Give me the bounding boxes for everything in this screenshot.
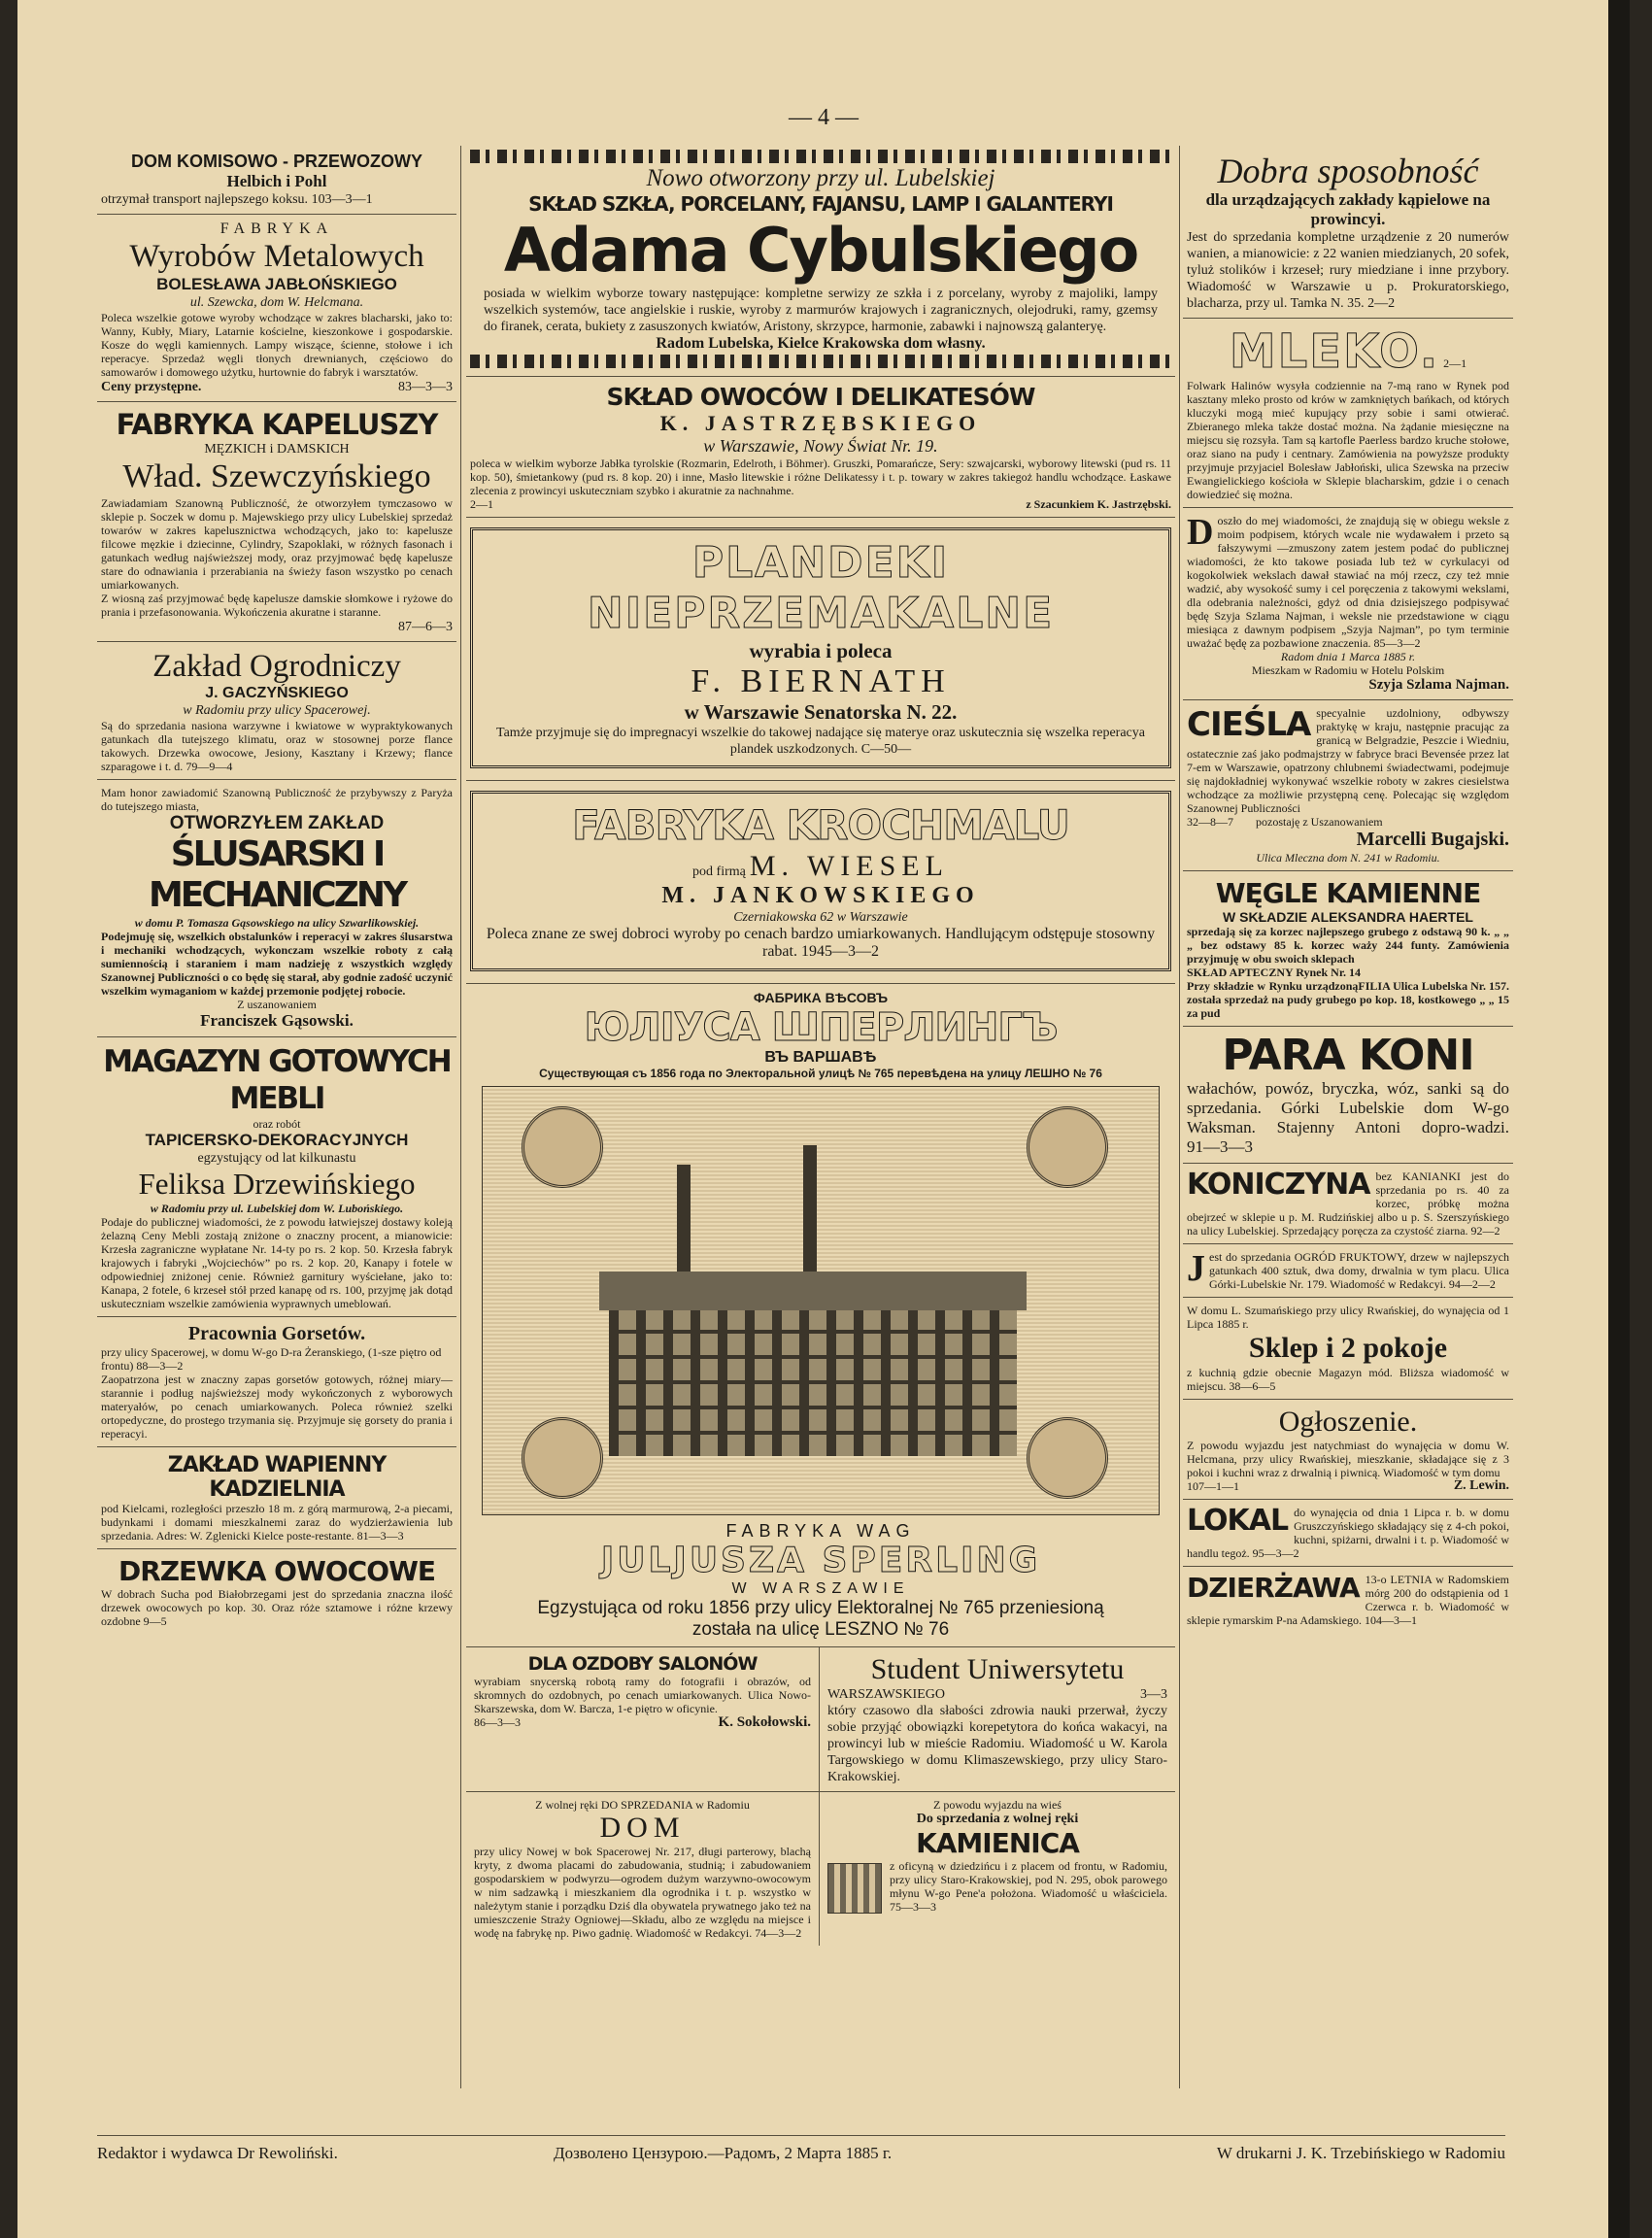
ad-owner: BOLESŁAWA JABŁOŃSKIEGO — [156, 275, 397, 293]
ad-ref: 3—3 — [1140, 1687, 1167, 1702]
ad-address: w domu P. Tomasza Gąsowskiego na ulicy Szwarlikowskiej. — [134, 916, 420, 930]
ad-title: KAMIENICA — [916, 1827, 1079, 1859]
ad-subtitle: MĘZKICH i DAMSKICH — [204, 442, 350, 457]
ad-body: z oficyną w dziedzińcu i z placem od frontu, w Radomiu, przy ulicy Staro-Krakowskiej, pod N. 295, obok parowego młynu W-go Pene'a położona. Wiadomość u właściciela. — [890, 1859, 1167, 1900]
ad-body: Z powodu wyjazdu jest natychmiast do wynajęcia w domu W. Helcmana, przy ulicy Rwańskiej, mieszkanie, składające się z 3 pokoi i kuchni wraz z drwalnią i piwnicą. Wiadomość w tym domu — [1187, 1439, 1509, 1479]
ad-body: który czasowo dla słabości zdrowia nauki przerwał, życzy sobie przyjąć obowiązki korepetytora do końca wakacyi, na prowincyi lub w mieście Radomiu. Wiadomość u W. Karola Targowskiego w domu Klimaszewskiego, przy ulicy Staro-Krakowskiej. — [827, 1704, 1167, 1784]
ad-cybulski — [466, 146, 1175, 377]
ad-title: LOKAL — [1187, 1504, 1289, 1538]
ad-title: Wyrobów Metalowych — [129, 239, 424, 274]
ad-address: w Radomiu przy ul. Lubelskiej dom W. Lubońskiego. — [150, 1202, 404, 1215]
drop-cap: J — [1187, 1248, 1205, 1289]
ad-title: KONICZYNA — [1187, 1168, 1370, 1202]
ad-title-pl: JULJUSZA SPERLING — [600, 1541, 1041, 1580]
ad-dom — [466, 1792, 820, 1946]
ad-body: est do sprzedania OGRÓD FRUKTOWY, drzew w najlepszych gatunkach 400 sztuk, dwa domy, drwalnia w tym placu. Ulica Górki-Lubelskie Nr. 179. Wiadomość w Redakcyi. — [1209, 1250, 1509, 1291]
ad-line: SKŁAD SZKŁA, PORCELANY, FAJANSU, LAMP I GALANTERYI — [528, 192, 1113, 216]
ad-owner: Feliksa Drzewińskiego — [138, 1167, 416, 1201]
ad-lokal — [1183, 1500, 1513, 1567]
ad-mleko — [1183, 319, 1513, 508]
ad-sperling — [466, 984, 1175, 1647]
ad-krochmal — [466, 781, 1175, 984]
ad-title: Sklep i 2 pokoje — [1248, 1332, 1448, 1364]
ad-address: Czerniakowska 62 w Warszawie — [733, 910, 908, 925]
ad-body: Podejmuję się, wszelkich obstalunków i reperacyi w zakres ślusarstwa i mechaniki wchodzących, wykonczam wszelkie roboty z całą sumiennością i staraniem i mam nadzieję z wszystkich względy Szanownej Publiczności o co będę się starał, aby godnie zadość uczynić wszelkim wymaganiom w każdej przemonie podjętej robocie. — [101, 930, 453, 998]
newspaper-page — [17, 0, 1630, 2238]
ad-title: WĘGLE KAMIENNE — [1215, 877, 1481, 909]
ad-address: w Radomiu przy ulicy Spacerowej. — [183, 703, 371, 718]
ad-ref: 83—3—3 — [398, 380, 453, 394]
ad-owner: M. JANKOWSKIEGO — [661, 883, 980, 908]
ad-title: Zakład Ogrodniczy — [152, 649, 401, 684]
ad-title: CIEŚLA — [1187, 705, 1311, 744]
ad-signature: Szyja Szlama Najman. — [1368, 677, 1509, 693]
ad-address: w Warszawie, Nowy Świat Nr. 19. — [703, 436, 938, 456]
footer-rule — [97, 2135, 1505, 2136]
factory-building — [609, 1310, 1017, 1456]
ad-body: specyalnie uzdolniony, odbywszy praktykę w kraju, następnie pracując za granicą w Belgradzie, Peszcie i Wiedniu, ostatecznie zaś jako podmajstrzy w fabryce braci Bevensée przez lat 7-em w Warszawie, opatrzony chlubnemi świadectwami, podejmuje się najdokładniej wykonywać wszelkie roboty w zakres ciesielstwa wchodzące za możliwie przystępną cenę. Polecając się względom Szanownej Publiczności — [1187, 706, 1509, 815]
ad-student — [820, 1647, 1175, 1791]
footer-censor: Дозволено Цензурою.—Радомъ, 2 Марта 1885 г. — [554, 2144, 893, 2162]
ad-subtitle: dla urządzających zakłady kąpielowe na prowincyi. — [1205, 190, 1491, 228]
ad-sklad: FILIA Ulica Lubelska Nr. 157. — [1358, 979, 1509, 993]
ad-subtitle: TAPICERSKO-DEKORACYJNYCH — [145, 1131, 409, 1149]
ad-body: 13-o LETNIA w Radomskiem mórg 200 do odstąpienia od 1 Czerwca r. b. Wiadomość w sklepie rymarskim P-na Adamskiego. — [1187, 1573, 1509, 1627]
ad-title: Pracownia Gorsetów. — [187, 1323, 366, 1344]
ad-ref: 79—9—4 — [185, 760, 233, 773]
ad-signature: K. Sokołowski. — [718, 1714, 811, 1730]
footer-printer: W drukarni J. K. Trzebińskiego w Radomiu — [1216, 2144, 1505, 2162]
ad-kicker: ФАБРИКА ВѢСОВЪ — [753, 990, 889, 1005]
ad-drzewka — [97, 1549, 456, 1634]
ad-pre: Do sprzedania z wolnej ręki — [916, 1812, 1079, 1826]
ad-owocowy — [1183, 1244, 1513, 1298]
ad-subtitle: WARSZAWSKIEGO — [827, 1687, 945, 1702]
ad-address: ul. Szewcka, dom W. Helcmana. — [189, 295, 364, 310]
medal-icon — [522, 1417, 603, 1499]
ad-ref: 75—3—3 — [890, 1900, 936, 1914]
factory-roof — [599, 1272, 1027, 1310]
ad-price: Ceny przystępne. — [101, 380, 202, 394]
ad-ogloszenie — [1183, 1400, 1513, 1500]
ad-since: egzystujący od lat kilkunastu — [197, 1151, 356, 1166]
medal-icon — [1027, 1106, 1108, 1188]
page-number: — 4 — — [789, 105, 859, 130]
ad-address: Radom Lubelska, Kielce Krakowska dom własny. — [656, 335, 986, 352]
ad-line-pl: została na ulicę LESZNO № 76 — [691, 1619, 950, 1640]
chimney-icon — [677, 1165, 691, 1272]
ad-title: DLA OZDOBY SALONÓW — [527, 1653, 758, 1675]
ad-title: DOM KOMISOWO - PRZEWOZOWY — [131, 152, 422, 171]
ad-title: ZAKŁAD WAPIENNY KADZIELNIA — [167, 1453, 387, 1502]
ad-body: Przy składzie w Rynku urządzoną została sprzedaż na pudy grubego po kop. 18, kostkowego „ „ 15 za pud — [1187, 979, 1509, 1020]
ad-firm-pre: pod firmą — [692, 865, 746, 879]
ad-sklep — [1183, 1298, 1513, 1400]
ad-body: W dobrach Sucha pod Białobrzegami jest do sprzedania znaczna ilość drzewek owocowych po kop. 30. Oraz róże sztamowe i różne krzewy ozdobne — [101, 1587, 453, 1628]
ad-gorset — [97, 1317, 456, 1447]
ad-wegle — [1183, 871, 1513, 1027]
column-right — [1183, 146, 1513, 1633]
ad-owner: J. GACZYŃSKIEGO — [205, 685, 349, 701]
column-rule — [460, 146, 461, 2088]
ad-ref: 103—3—1 — [311, 192, 373, 207]
ad-ogrod — [97, 642, 456, 780]
ad-pre: Z powodu wyjazdu na wieś — [933, 1798, 1062, 1812]
ad-ref: 81—3—3 — [356, 1529, 404, 1543]
drop-cap: D — [1187, 512, 1214, 553]
ad-address: w Warszawie Senatorska N. 22. — [684, 700, 958, 724]
ad-address: Mieszkam w Radomiu w Hotelu Polskim — [1251, 663, 1445, 677]
ad-ref: 86—3—3 — [474, 1715, 521, 1729]
ad-topline: Nowo otworzony przy ul. Lubelskiej — [646, 165, 995, 191]
ad-body: oszło do mej wiadomości, że znajdują się w obiegu weksle z moim podpisem, których wcale nie wydawałem i przeto są fałszywymi —zmuszony zatem jestem podać do publicznej wiadomości, że kto takowe posiada lub też w cyrkulacyi od kogokolwiek wekslach dawał stawiać na mój rzecz, czy też mnie wadzić, aby wysokość sumy i cel poręczenia z takowymi wekslami, dla odebrania należności, gdyż od dnia dzisiejszego podpisywać będę Szyja Szlama Najman, i weksle nie przedstawione w ciągu miesiąca z dawnym podpisem „Szyja Najman”, po tym terminie uważać będę za pozbawione znaczenia. — [1187, 514, 1509, 650]
ad-signature: Marcelli Bugajski. — [1356, 829, 1509, 850]
ad-body: przy ulicy Spacerowej, w domu W-go D-ra Żeranskiego, (1-sze piętro od frontu) — [101, 1345, 442, 1373]
ad-ref: 38—6—5 — [1229, 1379, 1276, 1393]
ad-ref: 74—3—2 — [755, 1926, 802, 1940]
ad-date: Radom dnia 1 Marca 1885 r. — [1280, 650, 1416, 663]
ad-ref: 2—1 — [1443, 356, 1467, 370]
ad-city: ВЪ ВАРШАВѢ — [764, 1049, 877, 1066]
ad-banner: Существующая съ 1856 года по Электоральной улицѣ № 765 перевѣдена на улицу ЛЕШНО № 76 — [539, 1067, 1102, 1080]
ad-signature: Z. Lewin. — [1453, 1478, 1509, 1493]
ad-body: poleca w wielkim wyborze Jabłka tyrolskie (Rozmarin, Edelroth, i Böhmer). Gruszki, Pomarańcze, Sery: szwajcarski, wyborowy litewski (pud rs. 11 kop. 50), śmietankowy (pud rs. 8 kop. 20) i inne, Masło litewskie i różne Delikatessy i t. p. towary w zakres takiegoż handlu wchodzące. Łaskawe zlecenia z prowincyi uskuteczniam szybko i akuratnie za nachnahme. — [470, 457, 1171, 497]
ad-title: MAGAZYN GOTOWYCH MEBLI — [103, 1044, 451, 1116]
ad-body: z kuchnią gdzie obecnie Magazyn mód. Bliższa wiadomość w miejscu. — [1187, 1366, 1509, 1393]
ad-ref: 1945—3—2 — [800, 943, 879, 960]
ad-signature: z Szacunkiem K. Jastrzębski. — [1026, 497, 1171, 511]
ad-ref: 2—2 — [1367, 296, 1396, 311]
ad-body: posiada w wielkim wyborze towary następujące: kompletne serwizy ze szkła i z porcelany, wyroby z majoliki, lampy wszelkich systemów, tace angielskie i ruskie, wyroby z marmurów krajowych i zagranicznych, olejodruki, ramy, gzemsy do firanek, cerata, bukiety z zasuszonych kwiatów, Aristony, skrzypce, harmonie, zabawki i najnowszą galanteryę. — [484, 287, 1158, 334]
ad-title: Student Uniwersytetu — [870, 1653, 1125, 1685]
column-rule — [1179, 146, 1180, 2088]
medal-icon — [522, 1106, 603, 1188]
ad-title: ŚLUSARSKI I MECHANICZNY — [148, 834, 406, 915]
ad-pre: Z wolnej ręki DO SPRZEDANIA w Radomiu — [535, 1798, 750, 1812]
ad-title: DOM — [599, 1812, 686, 1844]
ad-ref: 91—3—3 — [1187, 1137, 1253, 1156]
column-middle — [466, 146, 1175, 1946]
ad-heading: OTWORZYŁEM ZAKŁAD — [169, 813, 385, 833]
ad-title: Dobra sposobność — [1217, 152, 1479, 190]
ad-ref: 87—6—3 — [398, 620, 453, 634]
ad-line-pl: Egzystująca od roku 1856 przy ulicy Elektoralnej № 765 przeniesioną — [537, 1598, 1104, 1618]
ad-pre: W domu L. Szumańskiego przy ulicy Rwańskiej, do wynajęcia od 1 Lipca 1885 r. — [1187, 1304, 1509, 1331]
ad-city-pl: W WARSZAWIE — [731, 1580, 910, 1597]
ad-body: wyrabiam snycerską robotą ramy do fotografii i obrazów, od skromnych do ozdobnych, po cenach umiarkowanych. Ulica Nowo-Skarszewska, dom W. Barcza, 1-e piętro w oficynie. — [474, 1675, 811, 1715]
ad-firm: Helbich i Pohl — [226, 172, 327, 190]
ad-owner: K. JASTRZĘBSKIEGO — [659, 411, 982, 435]
ad-title: FABRYKA KROCHMALU — [572, 801, 1069, 849]
ad-metal — [97, 215, 456, 402]
ornament-border — [470, 355, 1171, 368]
ad-body: Folwark Halinów wysyła codziennie na 7-mą rano w Rynek pod kasztany mleko prosto od krów w zamkniętych bańkach, od których kluczyki mogą mieć kupujący przy sobie i sami otwierać. Zbieranego mleka także dostać można. Na żądanie miesięczne na miejscu się rozsyła. Tam są kartofle Paerless bardzo kruche stołowe, oraz siano na pudy i centnary. Zamówienia na powyższe produkty przyjmuje przyjaciel Bolesław Jabłoński, ulica Szewska na przeciw Ewangielickiego kościoła w Sklepie blacharskim, gdzie i o cenach dowiedzieć się można. — [1187, 379, 1509, 501]
ad-ref: 32—8—7 — [1187, 815, 1233, 829]
ad-intro: Mam honor zawiadomić Szanowną Publiczność że przybywszy z Paryża do tutejszego miasta, — [101, 786, 453, 813]
ad-body: wałachów, powóz, bryczka, wóz, sanki są do sprzedania. Górki Lubelskie dom W-go Waksman. Stajenny Antoni dopro-wadzi. — [1187, 1079, 1509, 1136]
ad-address: Ulica Mleczna dom N. 241 w Radomiu. — [1256, 851, 1440, 865]
ad-sklad: SKŁAD APTECZNY Rynek Nr. 14 — [1187, 966, 1362, 979]
ad-subtitle: W SKŁADZIE ALEKSANDRA HAERTEL — [1223, 909, 1473, 925]
column-left — [97, 146, 456, 1634]
ad-body: Jest do sprzedania kompletne urządzenie z 20 numerów wanien, a mianowicie: z 22 wanien miedzianych, 20 sofek, tyluż stolików i krzeseł; rury miedziane i inne przybory. Wiadomość w Warszawie u p. Prokuratorskiego, blacharza, przy ul. Tamka N. 35. — [1187, 230, 1509, 311]
ad-ref: 88—3—2 — [136, 1359, 184, 1373]
ad-komisowo — [97, 146, 456, 215]
ad-body: Podaje do publicznej wiadomości, że z powodu łatwiejszej dostawy koleją żelazną Ceny Mebli zostają zniżone o znaczny procent, a mianowicie: Krzesła zagraniczne wypłatane Nr. 14-ty po rs. 2 kop. 50. Krzesła fabryk krajowych i fabryki „Wojciechów” po rs. 2 kop. 20, Kanapy i fotele w odpowiedniej zniżonej cenie. Również garnitury wyściełane, jako to: Kanapa, 2 fotele, 6 krzeseł stół przed kanapę od rs. 100, przyjmę jak dotąd uskuteczniam wszelkie zamówienia wyprawnych umeblowań. — [101, 1215, 453, 1310]
ad-owner: Wład. Szewczyńskiego — [122, 458, 431, 494]
ad-body: Tamże przyjmuje się do impregnacyi wszelkie do takowej nadające się materye oraz uskutecznia się wszelka reperacya plandek uszkodzonych. — [496, 726, 1145, 757]
ad-meble — [97, 1037, 456, 1317]
ad-body: pod Kielcami, rozległości przeszło 18 m. z górą marmurową, 2-a piecami, budynkami i domami mieszkalnemi zaraz do wydzierżawienia lub sprzedania. Adres: W. Zglenicki Kielce poste-restante. — [101, 1502, 453, 1543]
ad-firm: M. WIESEL — [749, 850, 949, 882]
ad-ref: 94—2—2 — [1448, 1277, 1496, 1291]
ornament-border — [470, 150, 1171, 163]
ad-ref: 107—1—1 — [1187, 1479, 1239, 1493]
footer — [97, 2144, 1505, 2173]
ad-slusarski — [97, 780, 456, 1037]
ad-body: Poleca znane ze swej dobroci wyroby po cenach bardzo umiarkowanych. Handlującym odstępuje stosowny rabat. — [486, 926, 1156, 960]
medal-icon — [1027, 1417, 1108, 1499]
chimney-icon — [803, 1145, 817, 1272]
ad-najman — [1183, 508, 1513, 700]
factory-engraving — [482, 1086, 1160, 1515]
ad-signature: Franciszek Gąsowski. — [200, 1011, 354, 1030]
ad-body: do wynajęcia od dnia 1 Lipca r. b. w domu Gruszczyńskiego składający się z 4-ch pokoi, kuchni, spiżarni, drwalni i t. p. Wiadomość w handlu tegoż. — [1187, 1506, 1509, 1560]
ad-body: Z wiosną zaś przyjmować będę kapelusze damskie słomkowe i ryżowe do prania i przefasonowania. Wykończenia akuratne i staranne. — [101, 592, 453, 619]
ad-kicker: FABRYKA — [219, 220, 334, 237]
ad-title: SKŁAD OWOCÓW I DELIKATESÓW — [606, 383, 1035, 411]
ad-title: Ogłoszenie. — [1278, 1406, 1418, 1438]
house-icon — [827, 1863, 882, 1914]
ad-koniczyna — [1183, 1164, 1513, 1244]
ad-ref: 95—3—2 — [1252, 1546, 1299, 1560]
ad-body: sprzedają się za korzec najlepszego grubego z odstawą 90 k. „ „ „ bez odstawy 85 k. korzec waży 244 funty. Zamówienia przyjmuję w obu swoich sklepach — [1187, 925, 1509, 966]
ad-ref: C—50— — [860, 742, 912, 757]
ad-sign-pre: Z uszanowaniem — [237, 998, 317, 1011]
ad-owoce — [466, 377, 1175, 518]
ad-title: ЮЛIУСА ШПЕРЛИНГЪ — [584, 1005, 1058, 1050]
ad-dzierzawa — [1183, 1567, 1513, 1633]
ad-ref: 9—5 — [143, 1614, 167, 1628]
ad-subtitle: wyrabia i poleca — [749, 639, 893, 662]
ad-plandeki — [466, 518, 1175, 781]
ad-ciesla — [1183, 700, 1513, 871]
ad-ref: 2—1 — [470, 497, 493, 511]
ad-sposobnosc — [1183, 146, 1513, 319]
ad-body: przy ulicy Nowej w bok Spacerowej Nr. 217, długi parterowy, blachą kryty, z dwoma placami do zabudowania, studnią; i zabudowaniem gospodarskiem w podwyrzu—ogrodem dużym warzywno-owocowym w nim sadzawką i mieszkaniem dla ogrodnika i t. p. wszystko w należytym stanie i porządku Dziś dla obywatela prywatnego jako też na umieszczenie Straży Ogniowej—Składu, albo ze względu na miejsce i wodę na fabrykę np. Piwo gadnię. Wiadomość w Redakcyi. — [474, 1845, 811, 1940]
ad-title: DZIERŻAWA — [1187, 1572, 1360, 1604]
ad-title: MLEKO. — [1229, 324, 1440, 379]
ad-kicker-pl: FABRYKA WAG — [725, 1521, 916, 1541]
ad-body: Poleca wszelkie gotowe wyroby wchodzące w zakres blacharski, jako to: Wanny, Kubły, Miary, Latarnie kościelne, kieszonkowe i gospodarskie. Kosze do węgli kamiennych. Lampy wiszące, ścienne, stołowe i ich reperacye. Sprzedaż węgli tłonych drewnianych, częściowo do samowarów i domowego użytku, hurtownie do fabryk i warsztatów. — [101, 311, 453, 379]
binding-edge — [1608, 0, 1630, 2238]
ad-ref: 104—3—1 — [1364, 1613, 1417, 1627]
ad-salony — [466, 1647, 820, 1791]
ad-body: Są do sprzedania nasiona warzywne i kwiatowe w wypraktykowanych gatunkach dla tutejszego klimatu, oraz w stosownej porze flance takowych. Drzewka owocowe, Jesiony, Kasztany i Krzewy; flance szparagowe i t. d. — [101, 719, 453, 773]
ad-kapelusze — [97, 402, 456, 642]
ad-title: PLANDEKI NIEPRZEMAKALNE — [587, 538, 1055, 638]
ad-title: DRZEWKA OWOCOWE — [118, 1555, 436, 1587]
ad-row — [466, 1647, 1175, 1792]
ad-body: bez KANIANKI jest do sprzedania po rs. 40 za korzec, próbkę można obejrzeć w sklepie u p. M. Rudzińskiej albo u p. S. Szerszyńskiego na ulicy Lubelskiej. Sprzedający poręcza za czystość ziarna. — [1187, 1170, 1509, 1238]
ad-sign-pre: pozostaję z Uszanowaniem — [1256, 815, 1383, 829]
ad-row — [466, 1792, 1175, 1946]
ad-body: Zawiadamiam Szanowną Publiczność, że otworzyłem tymczasowo w sklepie p. Soczek w domu p. Majewskiego przy ulicy Lubelskiej sprzedaż towarów w zakres kapelusznictwa wchodzących, jako to: kapelusze filcowe męzkie i dziecinne, Cylindry, Szapoklaki, w różnych fasonach i gatunkach według najświeższej mody, oraz przyjmować będę kapelusze stare do odnawiania i przerabiania na świeży fason wszystko po cenach umiarkowanych. — [101, 496, 453, 592]
footer-editor: Redaktor i wydawca Dr Rewoliński. — [97, 2144, 338, 2162]
ad-body: Zaopatrzona jest w znaczny zapas gorsetów gotowych, różnej miary—starannie i podług najświeższej mody wykończonych z wyborowych materyałów, po cenach umiarkowanych. Poleca również szelki ortopedyczne, do prostego trzymania się. Przyjmuje się gorsety do prania i reperacyi. — [101, 1373, 453, 1441]
ad-title: PARA KONI — [1222, 1031, 1474, 1080]
ad-title: FABRYKA KAPELUSZY — [116, 408, 438, 441]
ad-ref: 92—2 — [1470, 1224, 1500, 1238]
ad-body: otrzymał transport najlepszego koksu. — [101, 192, 309, 207]
ad-wapienny — [97, 1447, 456, 1549]
ad-title: Adama Cybulskiego — [503, 215, 1138, 286]
ad-ref: 85—3—2 — [1373, 636, 1421, 650]
ad-subtitle: oraz robót — [253, 1117, 301, 1131]
ad-kamienica — [820, 1792, 1175, 1946]
ad-owner: F. BIERNATH — [691, 663, 951, 699]
ad-konie — [1183, 1027, 1513, 1164]
